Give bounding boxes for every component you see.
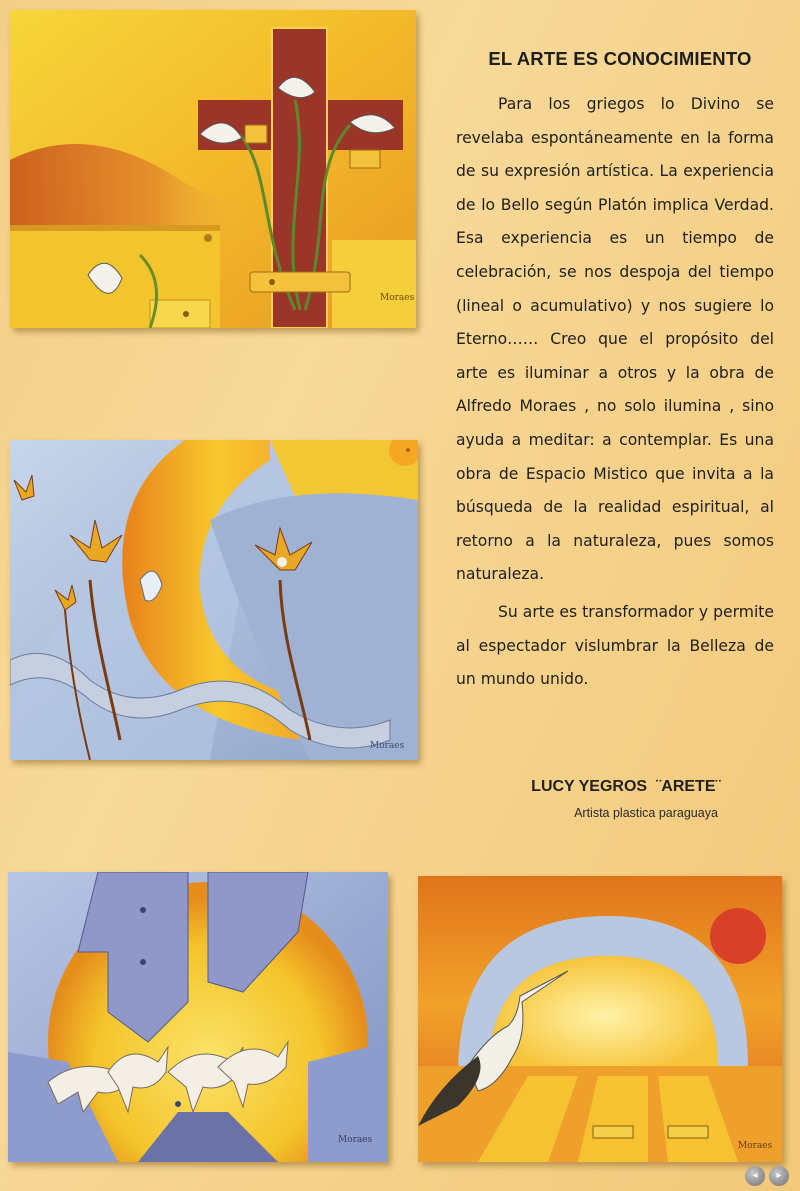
author-name: LUCY YEGROS ¨ARETE¨ [531,778,721,795]
article-paragraph: Para los griegos lo Divino se revelaba espontáneamente en la forma de su expresión artística. La experiencia de lo Bello según Platón implica Verdad. Esa experiencia es un tiempo de celebración, se nos despoja del tiempo (lineal o acumulativo) y nos sugiere lo Eterno…… Creo que el propósito del arte es iluminar a otros y la obra de Alfredo Moraes , no solo ilumina , sino ayuda a meditar: a contemplar. Es una obra de Espacio Mistico que invita a la búsqueda de la realidad espiritual, al retorno a la naturaleza, pues somos naturaleza. [456,95,774,584]
page-navigation [745,1166,789,1186]
painting-cross-lilies [10,10,416,328]
prev-arrow-icon[interactable]: ◂ [745,1166,765,1186]
author-role: Artista plastica paraguaya [574,806,718,820]
next-arrow-icon[interactable]: ▸ [769,1166,789,1186]
painting-lilies-hummingbird [10,440,418,760]
painting-cross-lilies-art [10,10,416,328]
article-paragraph: Su arte es transformador y permite al espectador vislumbrar la Belleza de un mundo unido. [456,602,774,689]
painting-4-signature: Moraes [738,1141,773,1151]
painting-heron-rainbow [418,876,782,1162]
painting-lilies-hummingbird-art [10,440,418,760]
article-title: EL ARTE ES CONOCIMIENTO [488,48,752,69]
painting-heron-rainbow-art [418,876,782,1162]
painting-3-signature: Moraes [338,1135,373,1145]
painting-white-horses-art [8,872,388,1162]
painting-1-signature: Moraes [380,293,415,303]
article-body [456,88,774,697]
painting-2-signature: Moraes [370,741,405,751]
painting-white-horses [8,872,388,1162]
